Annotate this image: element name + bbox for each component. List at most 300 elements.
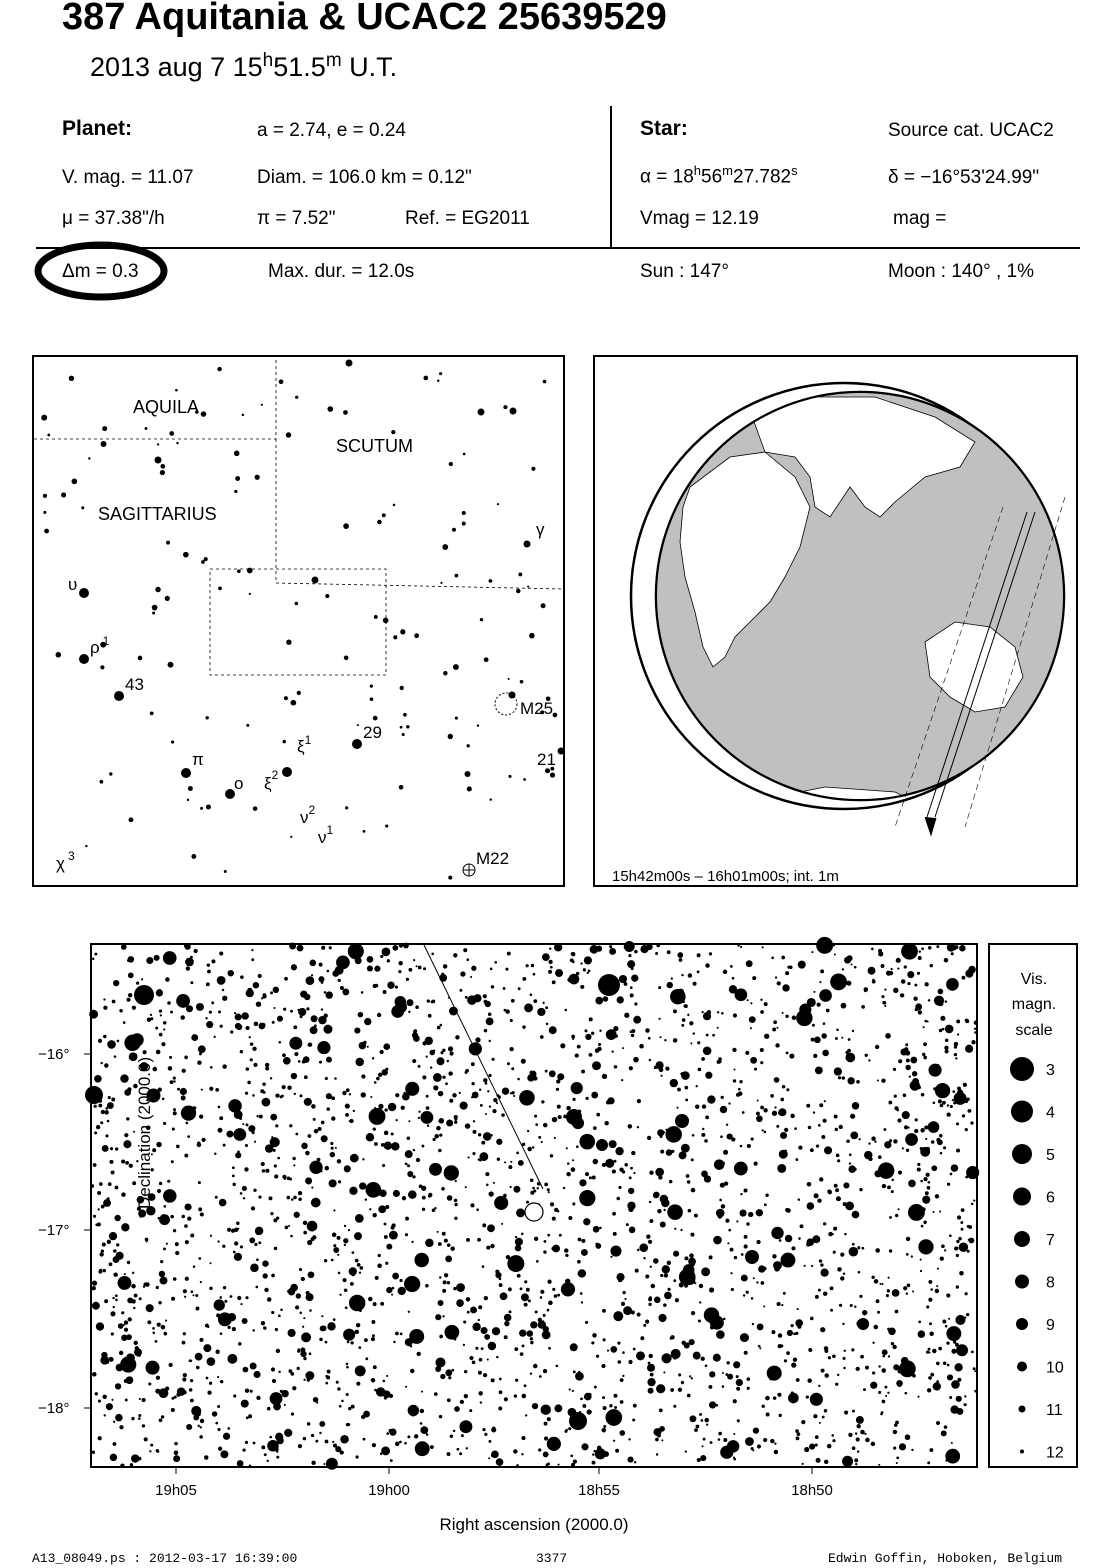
field-star [439, 1335, 443, 1339]
field-star [935, 1083, 950, 1098]
field-star [756, 1281, 758, 1283]
field-star [933, 1101, 936, 1104]
field-star [696, 1425, 700, 1429]
field-star [891, 1179, 894, 1182]
field-star [928, 1376, 932, 1380]
field-star [417, 1352, 421, 1356]
field-star [435, 1366, 441, 1372]
field-star [689, 1415, 696, 1422]
field-star [98, 1436, 102, 1440]
field-star [956, 1122, 959, 1125]
field-star [798, 1198, 801, 1201]
field-star [379, 1190, 386, 1197]
field-star [814, 1037, 821, 1044]
field-star [472, 1361, 476, 1365]
field-star [903, 1094, 907, 1098]
field-star [156, 1376, 160, 1380]
field-star [483, 1132, 492, 1141]
field-star [227, 1354, 237, 1364]
field-star [214, 1152, 216, 1154]
field-star [781, 956, 785, 960]
field-star [661, 1353, 671, 1363]
field-star [532, 1187, 535, 1190]
field-star [657, 1209, 661, 1213]
sky-star [165, 596, 170, 601]
field-star [624, 1013, 629, 1018]
field-star [796, 1436, 800, 1440]
field-star [174, 1396, 177, 1399]
field-star [842, 1357, 845, 1360]
field-star [937, 1268, 939, 1270]
field-star [304, 1075, 308, 1079]
field-star [94, 1075, 102, 1083]
event-datetime: 2013 aug 7 15$^h$51.5$^m$ U.T. [90, 50, 398, 82]
field-star [824, 1373, 828, 1377]
field-star [763, 1438, 767, 1442]
field-star [456, 1448, 459, 1451]
field-star [682, 1018, 686, 1022]
sky-star [467, 744, 470, 747]
field-star [760, 1061, 763, 1064]
field-star [779, 1414, 782, 1417]
field-star [261, 1445, 265, 1449]
field-star [91, 1286, 95, 1290]
field-star [896, 1456, 899, 1459]
field-star [732, 977, 735, 980]
field-star [677, 952, 683, 958]
legend-mag-label: 9 [1046, 1317, 1055, 1334]
field-star [607, 1350, 609, 1352]
field-star [856, 1367, 860, 1371]
field-star [115, 1186, 119, 1190]
field-star [906, 1292, 908, 1294]
field-star [554, 1404, 562, 1412]
sky-star [490, 798, 492, 800]
field-star [558, 1115, 562, 1119]
field-star [572, 1098, 575, 1101]
field-star [284, 977, 288, 981]
field-star [613, 1440, 615, 1442]
field-star [359, 1272, 361, 1274]
field-star [114, 1215, 120, 1221]
sky-star [400, 629, 405, 634]
field-star [184, 1056, 188, 1060]
field-star [541, 1404, 551, 1414]
field-star [278, 1314, 281, 1317]
field-star [713, 1354, 721, 1362]
field-star [270, 1077, 272, 1079]
field-star [237, 1296, 241, 1300]
field-star [956, 1408, 963, 1415]
field-star [115, 1414, 123, 1422]
field-star [546, 1023, 549, 1026]
field-star [592, 1461, 596, 1465]
field-star [693, 982, 697, 986]
field-star [170, 1080, 174, 1084]
field-bright-star [566, 1109, 582, 1125]
field-star [291, 964, 297, 970]
field-star [311, 1434, 314, 1437]
field-star [573, 1370, 576, 1373]
field-star [350, 1282, 354, 1286]
field-star [589, 1053, 593, 1057]
field-star [189, 1388, 193, 1392]
field-star [868, 1059, 870, 1061]
field-star [587, 1409, 592, 1414]
field-star [837, 1159, 840, 1162]
field-star [433, 1085, 438, 1090]
field-star [688, 1209, 692, 1213]
field-star [751, 1297, 754, 1300]
field-star [489, 1106, 491, 1108]
field-star [210, 1235, 212, 1237]
field-star [734, 1068, 736, 1070]
field-star [637, 1126, 639, 1128]
field-star [694, 1428, 698, 1432]
field-star [540, 1296, 543, 1299]
field-star [147, 1320, 151, 1324]
field-star [163, 951, 177, 965]
field-star [185, 1277, 189, 1281]
field-star [965, 1045, 973, 1053]
legend-mag-label: 6 [1046, 1189, 1055, 1207]
field-star [245, 1389, 249, 1393]
field-star [113, 1306, 115, 1308]
field-star [173, 1080, 175, 1082]
info-horizontal-divider [36, 247, 1080, 249]
field-star [816, 1458, 821, 1463]
field-star [308, 1134, 312, 1138]
field-star [631, 944, 633, 946]
field-star [645, 1028, 650, 1033]
field-star [115, 1147, 118, 1150]
field-star [974, 1021, 978, 1025]
field-star [492, 1109, 496, 1113]
field-star [622, 1047, 624, 1049]
field-star [173, 1108, 176, 1111]
field-star [261, 997, 263, 999]
field-star [291, 1073, 297, 1079]
field-star [310, 1026, 318, 1034]
field-star [315, 1440, 318, 1443]
field-star [931, 1140, 935, 1144]
field-star [438, 1300, 444, 1306]
field-star [543, 1123, 547, 1127]
field-star [439, 1276, 441, 1278]
field-star [952, 1090, 955, 1093]
field-star [614, 1065, 617, 1068]
field-star [807, 998, 816, 1007]
field-star [361, 1074, 365, 1078]
field-star [814, 1193, 819, 1198]
field-star [858, 1271, 861, 1274]
x-tick-18h50: 18h50 [791, 1482, 833, 1499]
field-star [962, 976, 966, 980]
field-star [222, 996, 227, 1001]
field-star [845, 1202, 854, 1211]
field-star [350, 1341, 353, 1344]
field-star [823, 1291, 827, 1295]
field-star [946, 1341, 949, 1344]
field-star [200, 1426, 202, 1428]
finder-sky-map [32, 355, 565, 887]
field-star [854, 1458, 858, 1462]
field-star [810, 1148, 814, 1152]
field-star [359, 1042, 367, 1050]
field-star [125, 1399, 128, 1402]
max-duration: Max. dur. = 12.0s [268, 261, 415, 282]
field-star [816, 937, 833, 954]
field-star [874, 1141, 876, 1143]
field-star [613, 1232, 617, 1236]
field-star [572, 1390, 574, 1392]
field-star [966, 1097, 970, 1101]
field-star [723, 970, 727, 974]
field-star [587, 972, 589, 974]
field-star [192, 1294, 194, 1296]
field-star [233, 1251, 236, 1254]
field-star [241, 1012, 248, 1019]
field-star [973, 1367, 976, 1370]
field-star [704, 1307, 719, 1322]
sky-star [414, 633, 419, 638]
sky-star [155, 587, 160, 592]
field-star [820, 1269, 828, 1277]
field-star [338, 979, 341, 982]
field-star [186, 1424, 192, 1430]
field-star [112, 1297, 114, 1299]
sky-star [442, 544, 448, 550]
field-star [629, 1066, 633, 1070]
field-star [851, 1348, 854, 1351]
field-star [874, 1325, 879, 1330]
field-star [895, 1310, 899, 1314]
field-star [252, 1047, 256, 1051]
field-star [785, 971, 789, 975]
field-star [521, 1059, 526, 1064]
field-star [190, 1399, 194, 1403]
field-star [618, 1186, 621, 1189]
field-star [165, 1319, 167, 1321]
field-star [273, 987, 279, 993]
field-star [388, 1103, 396, 1111]
y-axis [0, 940, 154, 1470]
field-star [289, 1288, 292, 1291]
field-star [665, 1126, 682, 1143]
field-star [856, 1416, 864, 1424]
field-star [496, 1102, 498, 1104]
field-star [581, 1443, 588, 1450]
field-star [176, 1393, 180, 1397]
field-star [369, 1108, 386, 1125]
field-star [253, 982, 259, 988]
field-star [895, 1214, 898, 1217]
field-star [427, 999, 430, 1002]
footer-author: Edwin Goffin, Hoboken, Belgium [828, 1551, 1063, 1566]
field-star [737, 944, 740, 947]
field-star [828, 1232, 832, 1236]
field-star [279, 1041, 282, 1044]
field-star [506, 1255, 510, 1259]
field-star [159, 1418, 163, 1422]
field-star [463, 1344, 465, 1346]
field-star [540, 1035, 544, 1039]
sky-star [393, 504, 396, 507]
field-star [674, 1228, 676, 1230]
field-star [824, 1349, 828, 1353]
field-star [392, 1273, 399, 1280]
field-star [124, 1133, 128, 1137]
field-star [384, 1142, 392, 1150]
field-star [263, 1326, 267, 1330]
field-star [824, 1460, 828, 1464]
field-star [526, 1330, 533, 1337]
field-star [398, 970, 401, 973]
field-star [329, 1179, 337, 1187]
field-star [152, 1327, 155, 1330]
field-star [459, 989, 462, 992]
field-star [509, 1047, 513, 1051]
field-star [912, 1374, 916, 1378]
field-star [405, 1150, 413, 1158]
field-star [432, 1000, 436, 1004]
field-star [653, 1258, 659, 1264]
field-star [965, 1128, 968, 1131]
field-star [721, 1012, 724, 1015]
sky-star [247, 568, 253, 574]
field-star [104, 1299, 108, 1303]
field-star [321, 946, 325, 950]
field-star [767, 1366, 782, 1381]
field-star [849, 1247, 859, 1257]
field-star [897, 1118, 901, 1122]
field-star [300, 991, 307, 998]
field-star [104, 1414, 106, 1416]
field-star [513, 1186, 520, 1193]
field-star [624, 946, 626, 948]
field-star [656, 1384, 665, 1393]
field-star [628, 1188, 634, 1194]
field-star [709, 952, 712, 955]
field-star [670, 1337, 673, 1340]
field-star [581, 1070, 585, 1074]
field-star [614, 1394, 618, 1398]
star-label-upsilon: υ [68, 575, 78, 594]
magnitude-legend [988, 943, 1078, 1468]
field-star [893, 1068, 896, 1071]
field-star [646, 1234, 650, 1238]
field-star [773, 1020, 777, 1024]
field-star [840, 1276, 844, 1280]
field-star [534, 1115, 537, 1118]
field-star [593, 1226, 600, 1233]
field-star [444, 1273, 448, 1277]
field-star [777, 1302, 781, 1306]
field-star [797, 1432, 801, 1436]
field-star [510, 1161, 512, 1163]
field-star [309, 1352, 312, 1355]
field-star [896, 1462, 898, 1464]
field-star [261, 1162, 265, 1166]
field-star [482, 1428, 485, 1431]
field-star [791, 1362, 796, 1367]
field-star [637, 1312, 641, 1316]
field-star [906, 1253, 909, 1256]
field-star [918, 956, 922, 960]
sky-star [463, 453, 466, 456]
field-star [498, 1406, 502, 1410]
field-star [333, 1244, 336, 1247]
field-star [440, 1024, 443, 1027]
field-star [580, 985, 584, 989]
field-star [518, 987, 521, 990]
field-star [438, 1359, 442, 1363]
sky-star [467, 786, 472, 791]
field-star [347, 1423, 350, 1426]
field-star [454, 1115, 458, 1119]
field-star [939, 1210, 941, 1212]
field-star [938, 989, 944, 995]
field-star [400, 1333, 403, 1336]
field-star [930, 1373, 934, 1377]
field-star [479, 1088, 481, 1090]
field-star [806, 1104, 810, 1108]
sky-star [176, 442, 178, 444]
field-star [198, 1181, 201, 1184]
field-star [615, 1147, 623, 1155]
sky-star [290, 836, 292, 838]
field-star [559, 1234, 562, 1237]
field-star [960, 1221, 963, 1224]
field-star [705, 1072, 712, 1079]
star-field-plot [92, 945, 976, 1466]
sky-star [437, 379, 440, 382]
field-star [820, 1327, 825, 1332]
field-star [822, 1050, 829, 1057]
field-star [848, 1038, 851, 1041]
field-star [728, 1102, 730, 1104]
field-star [418, 1111, 420, 1113]
field-star [894, 1423, 898, 1427]
field-star [334, 1077, 337, 1080]
field-star [882, 1080, 884, 1082]
field-star [752, 1449, 754, 1451]
field-star [646, 944, 652, 950]
field-star [262, 1273, 267, 1278]
field-star [884, 1005, 886, 1007]
field-star [377, 1194, 379, 1196]
field-star [850, 1131, 858, 1139]
field-star [481, 1141, 485, 1145]
field-star [305, 1177, 312, 1184]
field-star [121, 1159, 125, 1163]
field-star [242, 1123, 244, 1125]
field-star [743, 1294, 745, 1296]
field-star [271, 1311, 274, 1314]
field-star [383, 1043, 390, 1050]
field-star [951, 952, 954, 955]
field-star [200, 1419, 204, 1423]
field-star [920, 1147, 923, 1150]
field-star [344, 1288, 348, 1292]
field-star [834, 953, 836, 955]
field-star [104, 1063, 108, 1067]
field-star [691, 1377, 693, 1379]
field-star [633, 1172, 635, 1174]
field-star [377, 1013, 381, 1017]
field-star [184, 1203, 191, 1210]
field-star [342, 1091, 346, 1095]
